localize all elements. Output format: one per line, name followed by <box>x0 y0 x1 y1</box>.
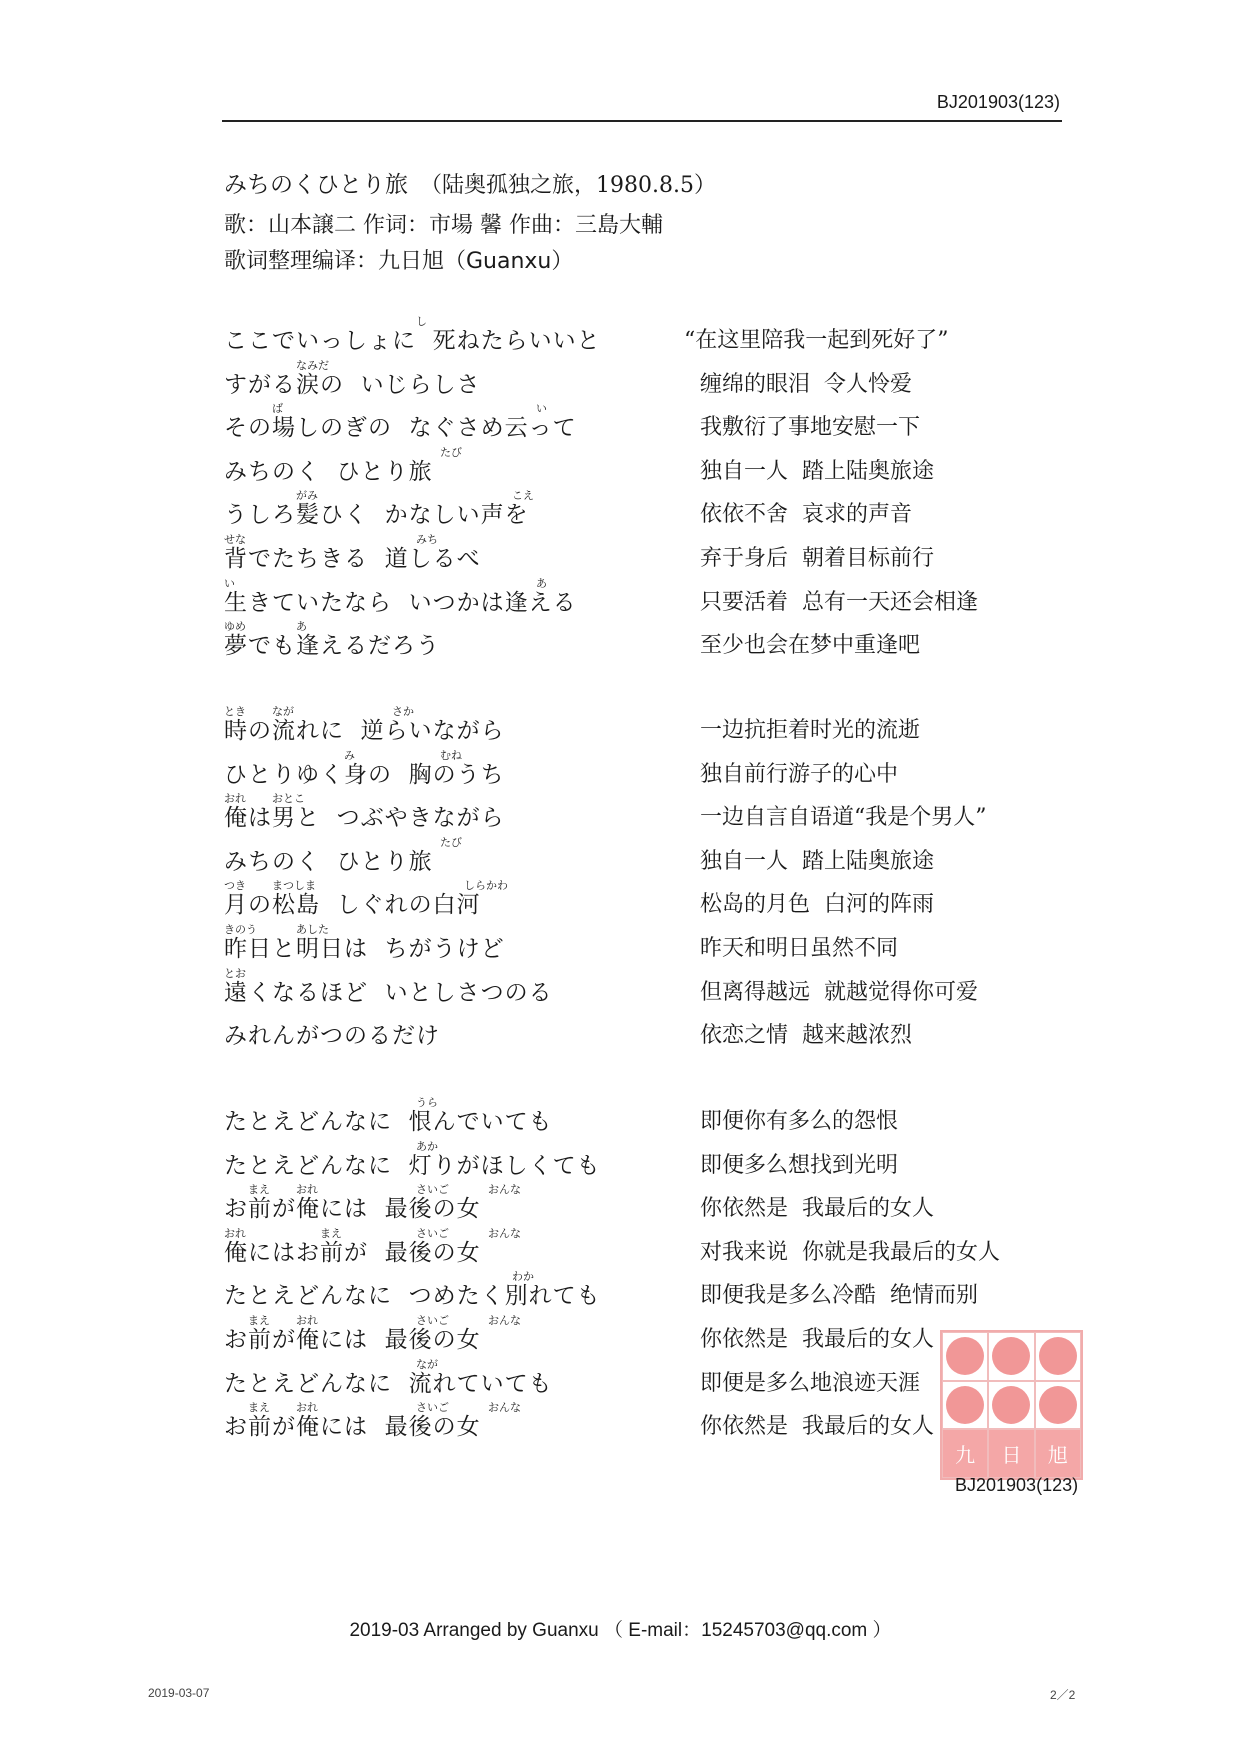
furigana: さいご <box>416 1226 449 1240</box>
footer-date: 2019-03-07 <box>148 1686 210 1700</box>
seal-dot <box>946 1337 984 1375</box>
lyric-japanese: すがる涙の いじらしさ <box>224 371 481 398</box>
lyric-line <box>0 489 1241 544</box>
lyric-chinese: 一边自言自语道“我是个男人” <box>700 805 987 831</box>
lyric-line <box>0 1183 1241 1238</box>
furigana: うら <box>416 1096 438 1109</box>
lyrics-editor: 歌词整理编译：九日旭（Guanxu） <box>224 249 574 274</box>
lyric-line <box>0 402 1241 457</box>
lyric-chinese: 对我来说 你就是我最后的女人 <box>700 1239 1000 1265</box>
furigana: おれ <box>296 1314 318 1327</box>
furigana: おんな <box>488 1226 521 1240</box>
lyric-line <box>0 1270 1241 1325</box>
seal-cell <box>1035 1332 1081 1381</box>
furigana: おれ <box>224 792 246 806</box>
furigana: さいご <box>416 1183 449 1197</box>
furigana: きのう <box>224 923 257 936</box>
furigana: おれ <box>296 1401 318 1415</box>
lyric-japanese: うしろ髪ひく かなしい声を <box>224 502 529 529</box>
furigana: しらかわ <box>464 879 508 893</box>
lyric-chinese: 只要活着 总有一天还会相逢 <box>700 589 978 615</box>
furigana: まえ <box>248 1401 270 1415</box>
lyric-line <box>0 315 1241 370</box>
lyric-chinese: “在这里陪我一起到死好了” <box>684 328 949 353</box>
seal-cell <box>1035 1381 1081 1430</box>
lyric-japanese: お前が俺には 最後の女 <box>224 1327 481 1353</box>
seal-code: BJ201903(123) <box>955 1475 1079 1495</box>
furigana: おとこ <box>272 792 305 806</box>
lyric-japanese: 生きていたなら いつかは逢える <box>224 589 577 616</box>
lyric-line <box>0 705 1241 760</box>
lyric-chinese: 依恋之情 越来越浓烈 <box>700 1023 912 1049</box>
lyric-chinese: 即便是多么地浪迹天涯 <box>700 1370 921 1396</box>
furigana: さいご <box>416 1401 449 1415</box>
document-code: BJ201903(123) <box>936 92 1060 112</box>
lyric-line <box>0 445 1241 501</box>
lyric-japanese: お前が俺には 最後の女 <box>224 1196 481 1223</box>
furigana: とき <box>224 705 246 718</box>
lyric-japanese: たとえどんなに 恨んでいても <box>224 1109 553 1135</box>
lyric-chinese: 昨天和明日虽然不同 <box>700 936 899 961</box>
seal-cell <box>1035 1429 1081 1478</box>
lyric-japanese: 月の松島 しぐれの白河 <box>224 892 481 919</box>
furigana: おれ <box>296 1183 318 1197</box>
furigana: あ <box>536 576 547 590</box>
lyric-japanese: 俺は男と つぶやきながら <box>224 805 505 832</box>
lyric-line <box>0 576 1241 632</box>
seal-dot <box>1039 1386 1077 1424</box>
seal-character: 九 <box>943 1430 987 1477</box>
furigana: さか <box>392 705 414 718</box>
furigana: し <box>416 315 427 328</box>
seal-dot <box>1039 1337 1077 1375</box>
lyric-japanese: たとえどんなに 流れていても <box>224 1370 553 1397</box>
furigana: たび <box>440 445 462 459</box>
lyric-line <box>0 1025 1241 1065</box>
lyric-line <box>0 748 1241 804</box>
furigana: あか <box>416 1139 438 1153</box>
furigana: なみだ <box>296 358 329 372</box>
lyric-line <box>0 792 1241 847</box>
lyric-japanese: 時の流れに 逆らいながら <box>224 718 505 744</box>
lyric-chinese: 一边抗拒着时光的流逝 <box>700 718 921 743</box>
furigana: がみ <box>296 489 318 503</box>
seal-cell <box>942 1381 988 1430</box>
lyric-chinese: 即便你有多么的怨恨 <box>700 1109 899 1134</box>
furigana: むね <box>440 748 462 762</box>
furigana: まえ <box>320 1226 342 1240</box>
furigana: さいご <box>416 1314 449 1327</box>
lyric-japanese: たとえどんなに つめたく別れても <box>224 1283 601 1310</box>
lyric-line <box>0 879 1241 934</box>
lyric-chinese: 独自一人 踏上陆奥旅途 <box>700 848 934 874</box>
lyric-chinese: 你依然是 我最后的女人 <box>700 1196 934 1222</box>
lyric-japanese: みちのく ひとり旅 <box>224 848 433 875</box>
furigana: おんな <box>488 1401 521 1415</box>
footer-credit: 2019-03 Arranged by Guanxu （ E-mail：15245703@qq.com ） <box>349 1620 892 1641</box>
lyric-line <box>0 1226 1241 1282</box>
lyric-chinese: 缠绵的眼泪 令人怜爱 <box>700 371 912 397</box>
lyric-japanese: その場しのぎの なぐさめ云って <box>224 415 577 442</box>
seal-stamp <box>940 1330 1083 1480</box>
lyric-chinese: 独自前行游子的心中 <box>700 761 899 787</box>
furigana: つき <box>224 879 246 893</box>
seal-cell <box>942 1429 988 1478</box>
seal-cell <box>988 1332 1034 1381</box>
furigana: こえ <box>512 489 534 503</box>
lyric-line <box>0 923 1241 978</box>
furigana: なが <box>416 1357 438 1371</box>
lyric-japanese: みちのく ひとり旅 <box>224 458 433 485</box>
furigana: ば <box>272 402 283 416</box>
lyric-line <box>0 966 1241 1022</box>
lyric-chinese: 但离得越远 就越觉得你可爱 <box>700 979 978 1005</box>
furigana: わか <box>512 1270 534 1284</box>
lyric-japanese: 夢でも逢えるだろう <box>224 633 440 660</box>
furigana: あした <box>296 923 329 936</box>
furigana: おんな <box>488 1314 521 1327</box>
furigana: ゆめ <box>224 620 246 634</box>
footer-page-number: 2／2 <box>1050 1688 1076 1702</box>
lyric-chinese: 即便我是多么冷酷 绝情而别 <box>700 1283 978 1309</box>
furigana: おんな <box>488 1183 521 1197</box>
furigana: おれ <box>224 1226 246 1240</box>
furigana: とお <box>224 966 246 980</box>
seal-dot <box>992 1386 1030 1424</box>
lyric-chinese: 至少也会在梦中重逢吧 <box>700 633 921 659</box>
lyric-japanese: 背でたちきる 道しるべ <box>224 546 481 572</box>
furigana: まえ <box>248 1183 270 1197</box>
furigana: まえ <box>248 1314 270 1327</box>
seal-character: 旭 <box>1036 1430 1080 1477</box>
furigana: い <box>224 576 235 590</box>
seal-cell <box>942 1332 988 1381</box>
seal-dot <box>946 1386 984 1424</box>
lyric-chinese: 松岛的月色 白河的阵雨 <box>700 892 934 918</box>
lyric-chinese: 我敷衍了事地安慰一下 <box>700 415 921 441</box>
lyric-japanese: ここでいっしょに 死ねたらいいと <box>224 328 601 354</box>
lyric-chinese: 依依不舍 哀求的声音 <box>700 502 912 528</box>
lyric-line <box>0 533 1241 588</box>
lyric-chinese: 弃于身后 朝着目标前行 <box>700 546 934 571</box>
song-title-main: みちのくひとり旅 <box>224 172 408 198</box>
lyric-line <box>0 835 1241 891</box>
lyric-japanese: 遠くなるほど いとしさつのる <box>224 979 553 1006</box>
lyric-chinese: 独自一人 踏上陆奥旅途 <box>700 458 934 484</box>
lyric-japanese: 俺にはお前が 最後の女 <box>224 1239 481 1266</box>
furigana: い <box>536 402 547 416</box>
furigana: せな <box>224 533 246 546</box>
furigana: なが <box>272 705 294 718</box>
furigana: あ <box>296 620 307 634</box>
lyric-line <box>0 1139 1241 1195</box>
lyric-chinese: 即便多么想找到光明 <box>700 1152 899 1178</box>
seal-dot <box>992 1337 1030 1375</box>
song-title-subtitle: （陆奥孤独之旅，1980.8.5） <box>420 173 716 198</box>
lyric-japanese: ひとりゆく身の 胸のうち <box>224 761 505 788</box>
lyric-line <box>0 358 1241 414</box>
lyric-chinese: 你依然是 我最后的女人 <box>700 1327 934 1352</box>
furigana: たび <box>440 835 462 849</box>
lyric-japanese: たとえどんなに 灯りがほしくても <box>224 1152 601 1179</box>
lyric-japanese: 昨日と明日は ちがうけど <box>224 936 505 962</box>
seal-character: 日 <box>989 1430 1033 1477</box>
seal-cell <box>988 1381 1034 1430</box>
furigana: み <box>344 748 355 762</box>
lyric-line <box>0 1096 1241 1151</box>
furigana: まつしま <box>272 879 316 893</box>
seal-cell <box>988 1429 1034 1478</box>
lyric-japanese: みれんがつのるだけ <box>224 1023 440 1050</box>
lyric-japanese: お前が俺には 最後の女 <box>224 1414 481 1441</box>
song-credits: 歌：山本譲二 作词：市場 馨 作曲：三島大輔 <box>224 213 663 238</box>
furigana: みち <box>416 533 438 546</box>
lyric-chinese: 你依然是 我最后的女人 <box>700 1414 934 1440</box>
lyric-line <box>0 620 1241 675</box>
